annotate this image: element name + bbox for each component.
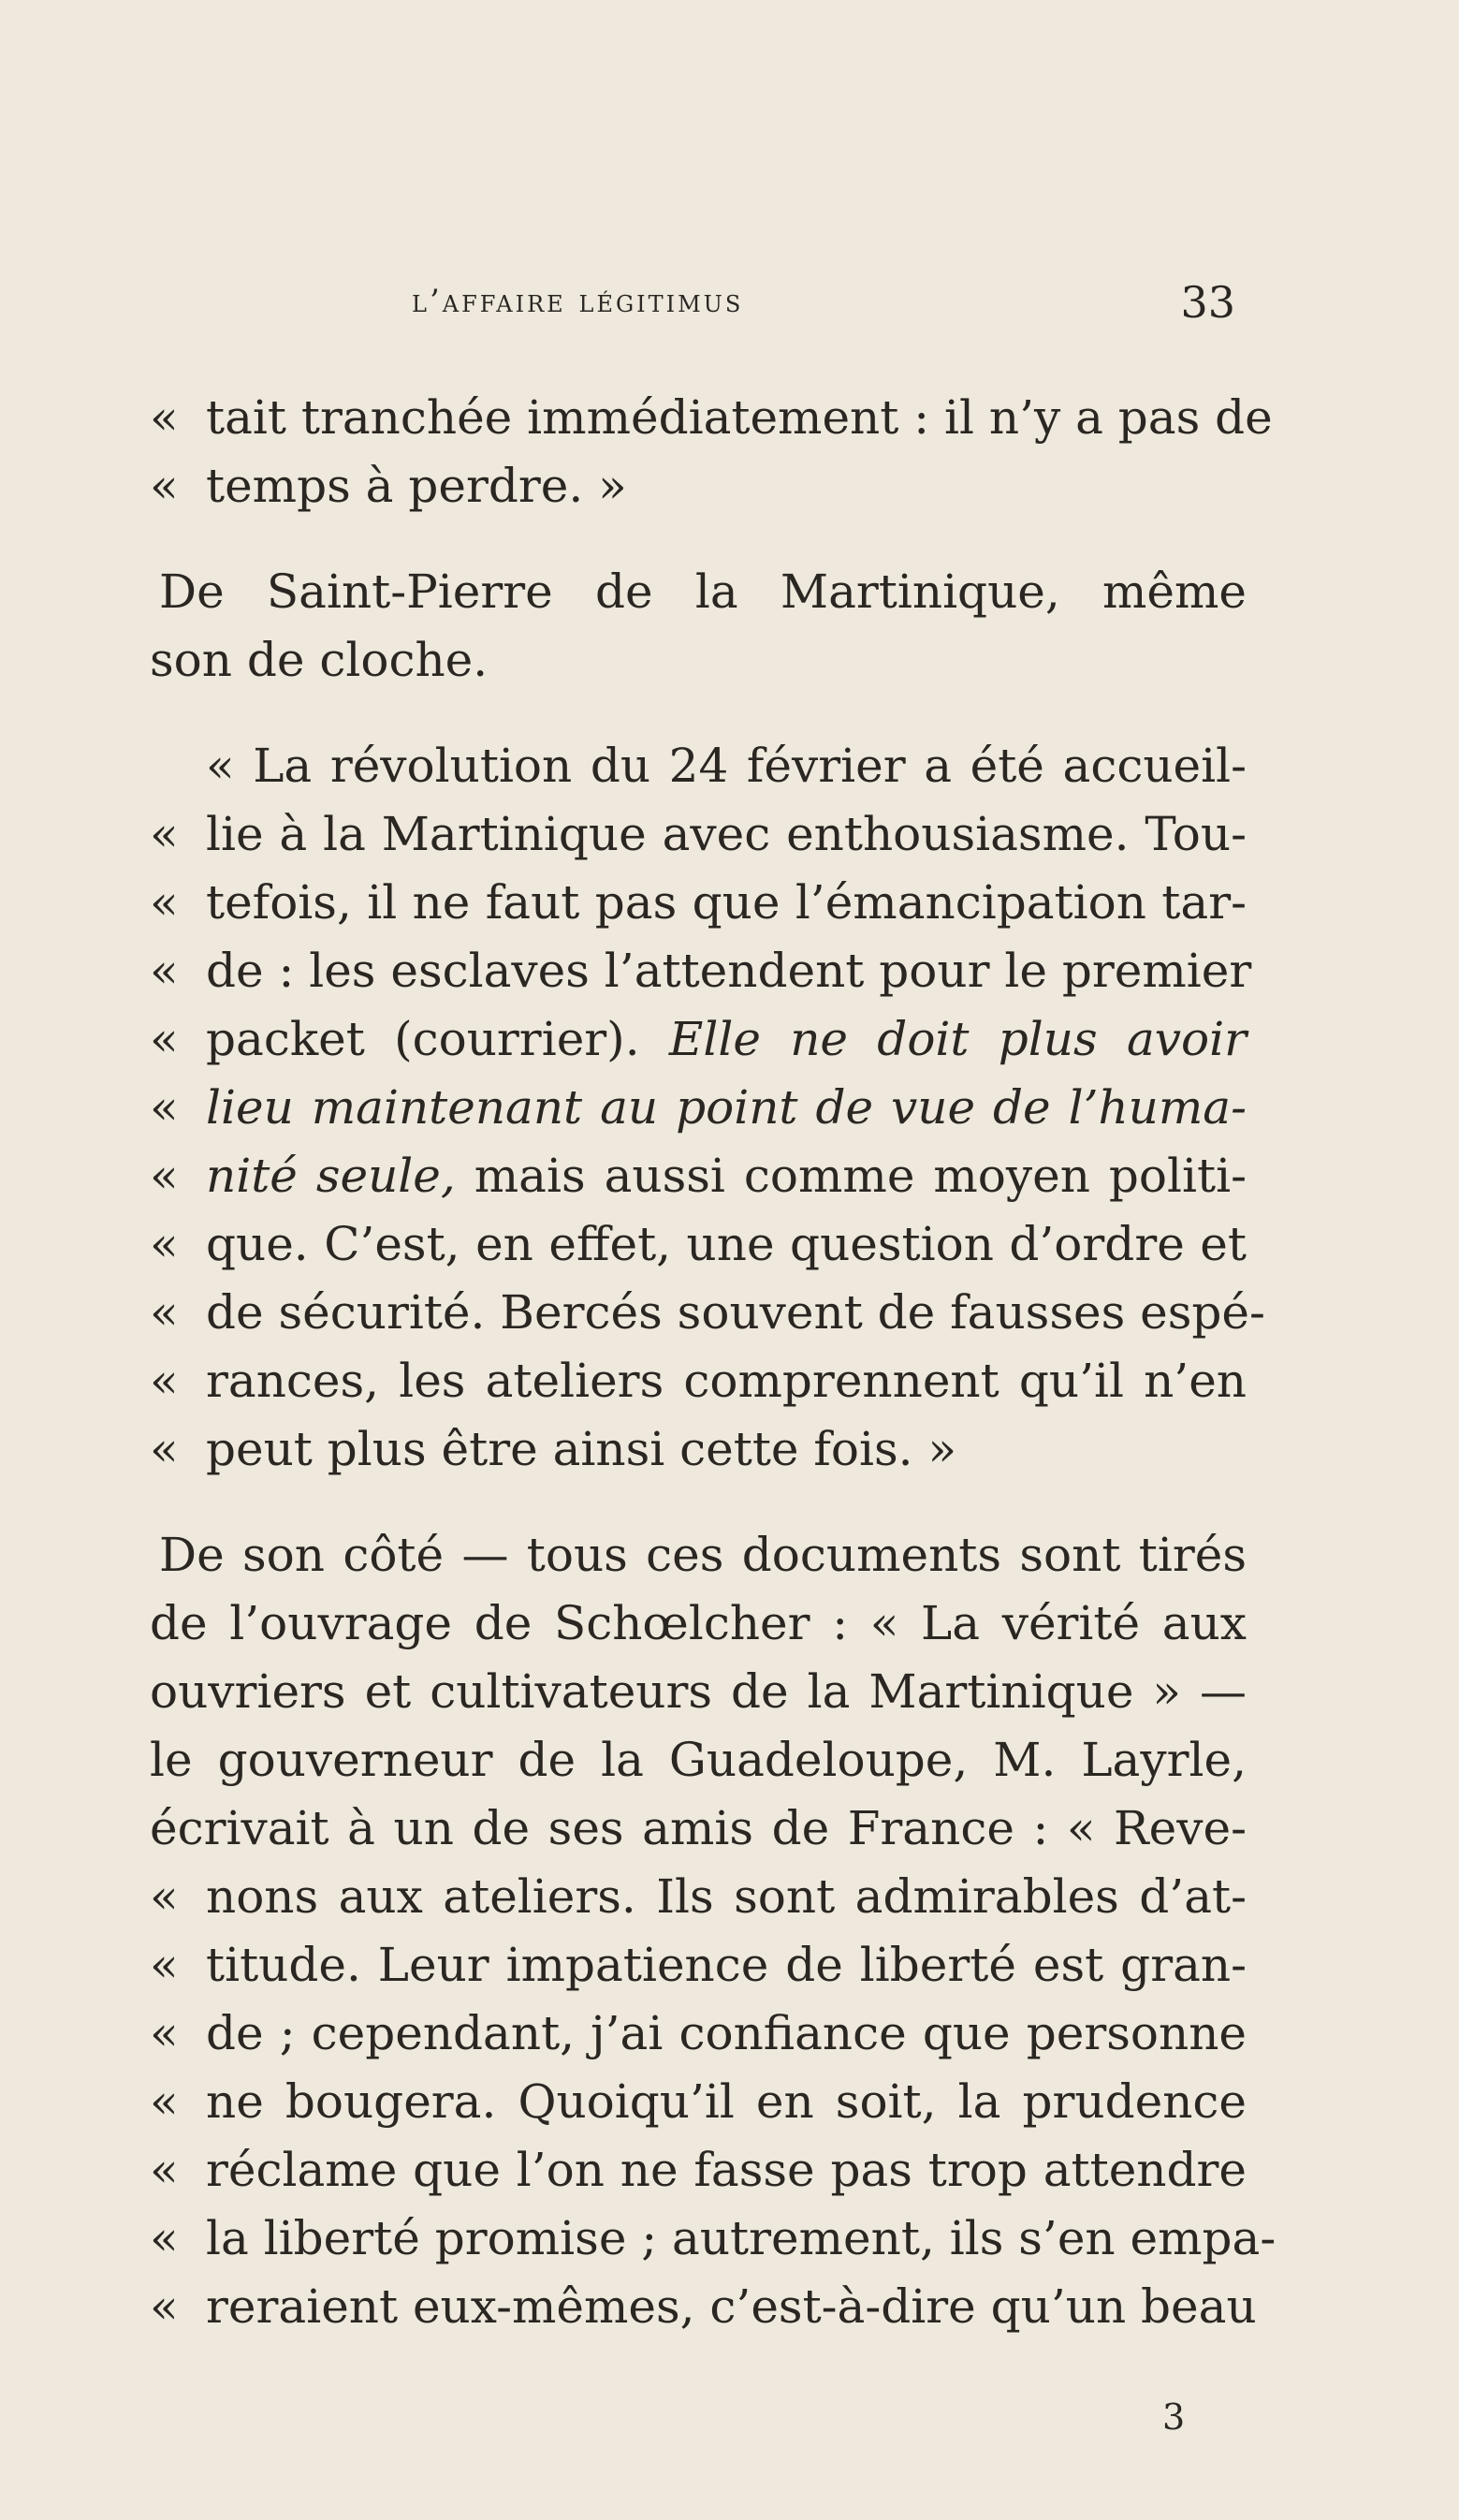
line-text: [206, 1931, 1247, 2000]
text-line: [150, 1863, 1247, 1931]
line-text: [206, 1142, 1247, 1210]
text-line: [150, 2000, 1247, 2068]
line-text: [150, 1795, 1247, 1863]
line-text: [206, 1074, 1247, 1142]
plain-text: que. C’est, en effet, une question d’ordre et: [206, 1217, 1247, 1271]
line-text: [150, 1658, 1247, 1726]
text-line: [150, 452, 1247, 520]
text-line: [150, 1005, 1247, 1074]
line-text: [206, 2136, 1247, 2205]
line-text: [150, 626, 1247, 695]
paragraph-p3: [150, 732, 1265, 1484]
text-line: [150, 1931, 1247, 2000]
text-line: [150, 1210, 1247, 1279]
line-text: [206, 1279, 1265, 1347]
text-line: [150, 1590, 1247, 1658]
plain-text: le gouverneur de la Guadeloupe, M. Layrle,: [150, 1733, 1247, 1787]
plain-text: reraient eux-mêmes, c’est-à-dire qu’un beau: [206, 2279, 1257, 2334]
italic-text: Elle ne doit plus avoir: [668, 1012, 1247, 1066]
quote-mark: «: [150, 1217, 179, 1271]
quote-mark: «: [150, 2143, 179, 2197]
plain-text: mais aussi comme moyen politi-: [455, 1149, 1247, 1203]
line-text: [159, 558, 1247, 626]
plain-text: titude. Leur impatience de liberté est gran-: [206, 1938, 1247, 1992]
plain-text: nons aux ateliers. Ils sont admirables d’at-: [206, 1869, 1247, 1924]
plain-text: de : les esclaves l’attendent pour le premier: [206, 944, 1252, 998]
line-text: [206, 1415, 1247, 1484]
line-text: [206, 2000, 1247, 2068]
quote-mark: «: [150, 1869, 179, 1924]
text-line: [150, 1658, 1247, 1726]
line-text: [206, 800, 1247, 869]
paragraph-gap: [150, 520, 1247, 558]
line-text: [206, 869, 1247, 937]
text-line: [150, 1142, 1247, 1210]
text-line: [150, 800, 1247, 869]
line-text: [206, 384, 1273, 452]
quote-mark: «: [150, 459, 179, 513]
signature-mark: 3: [1162, 2396, 1186, 2438]
text-line: [150, 1726, 1247, 1795]
text-line: [150, 1074, 1247, 1142]
quote-mark: «: [150, 1285, 179, 1340]
line-text: [206, 2205, 1277, 2273]
quote-mark: «: [150, 1080, 179, 1135]
text-line: [150, 2068, 1247, 2136]
running-title: l’affaire légitimus: [412, 283, 744, 320]
quote-mark: «: [150, 1012, 179, 1066]
quote-mark: «: [150, 2211, 179, 2265]
paragraph-p4: [150, 1521, 1277, 2341]
text-line: [150, 869, 1247, 937]
text-line: [150, 2205, 1277, 2273]
plain-text: de sécurité. Bercés souvent de fausses espé-: [206, 1285, 1265, 1340]
plain-text: tait tranchée immédiatement : il n’y a pas de: [206, 390, 1273, 445]
page-body: [150, 384, 1277, 2341]
page-header: [159, 277, 1235, 333]
line-text: [206, 732, 1247, 800]
text-line: [150, 1415, 1247, 1484]
quote-mark: «: [150, 2279, 179, 2334]
text-line: [150, 732, 1247, 800]
line-text: [206, 2273, 1257, 2341]
plain-text: De son côté — tous ces documents sont tirés: [159, 1528, 1247, 1582]
text-line: [150, 2136, 1247, 2205]
plain-text: ouvriers et cultivateurs de la Martinique » —: [150, 1664, 1247, 1719]
text-line: [150, 384, 1273, 452]
plain-text: rances, les ateliers comprennent qu’il n’en: [206, 1354, 1247, 1408]
quote-mark: «: [150, 2006, 179, 2060]
plain-text: « La révolution du 24 février a été accueil-: [206, 739, 1247, 793]
plain-text: De Saint-Pierre de la Martinique, même: [159, 564, 1247, 619]
line-text: [159, 1521, 1247, 1590]
line-text: [206, 1005, 1247, 1074]
plain-text: lie à la Martinique avec enthousiasme. Tou-: [206, 807, 1247, 861]
paragraph-gap: [150, 695, 1247, 732]
quote-mark: «: [150, 1422, 179, 1476]
paragraph-p2: [150, 558, 1247, 695]
plain-text: ne bougera. Quoiqu’il en soit, la prudence: [206, 2074, 1247, 2129]
page-number: 33: [1180, 277, 1235, 328]
text-line: [150, 1279, 1265, 1347]
paragraph-gap: [150, 1484, 1247, 1521]
plain-text: temps à perdre. »: [206, 459, 627, 513]
quote-mark: «: [150, 944, 179, 998]
quote-mark: «: [150, 807, 179, 861]
text-line: [150, 626, 1247, 695]
plain-text: de ; cependant, j’ai confiance que personne: [206, 2006, 1247, 2060]
text-line: [150, 1521, 1247, 1590]
italic-text: nité seule,: [206, 1149, 456, 1203]
plain-text: son de cloche.: [150, 633, 489, 687]
quote-mark: «: [150, 1354, 179, 1408]
text-line: [150, 558, 1247, 626]
line-text: [206, 2068, 1247, 2136]
line-text: [206, 937, 1252, 1005]
line-text: [206, 1347, 1247, 1415]
plain-text: réclame que l’on ne fasse pas trop attendre: [206, 2143, 1247, 2197]
line-text: [150, 1590, 1247, 1658]
plain-text: la liberté promise ; autrement, ils s’en empa-: [206, 2211, 1277, 2265]
plain-text: peut plus être ainsi cette fois. »: [206, 1422, 957, 1476]
quote-mark: «: [150, 875, 179, 930]
italic-text: lieu maintenant au point de vue de l’huma-: [206, 1080, 1247, 1135]
quote-mark: «: [150, 390, 179, 445]
plain-text: de l’ouvrage de Schœlcher : « La vérité aux: [150, 1596, 1247, 1650]
line-text: [206, 452, 1247, 520]
text-line: [150, 2273, 1257, 2341]
quote-mark: «: [150, 1938, 179, 1992]
plain-text: écrivait à un de ses amis de France : « Reve-: [150, 1801, 1247, 1855]
plain-text: tefois, il ne faut pas que l’émancipation tar-: [206, 875, 1247, 930]
line-text: [150, 1726, 1247, 1795]
line-text: [206, 1863, 1247, 1931]
paragraph-p1: [150, 384, 1273, 520]
text-line: [150, 937, 1252, 1005]
text-line: [150, 1795, 1247, 1863]
plain-text: packet (courrier).: [206, 1012, 669, 1066]
quote-mark: «: [150, 2074, 179, 2129]
line-text: [206, 1210, 1247, 1279]
text-line: [150, 1347, 1247, 1415]
quote-mark: «: [150, 1149, 179, 1203]
